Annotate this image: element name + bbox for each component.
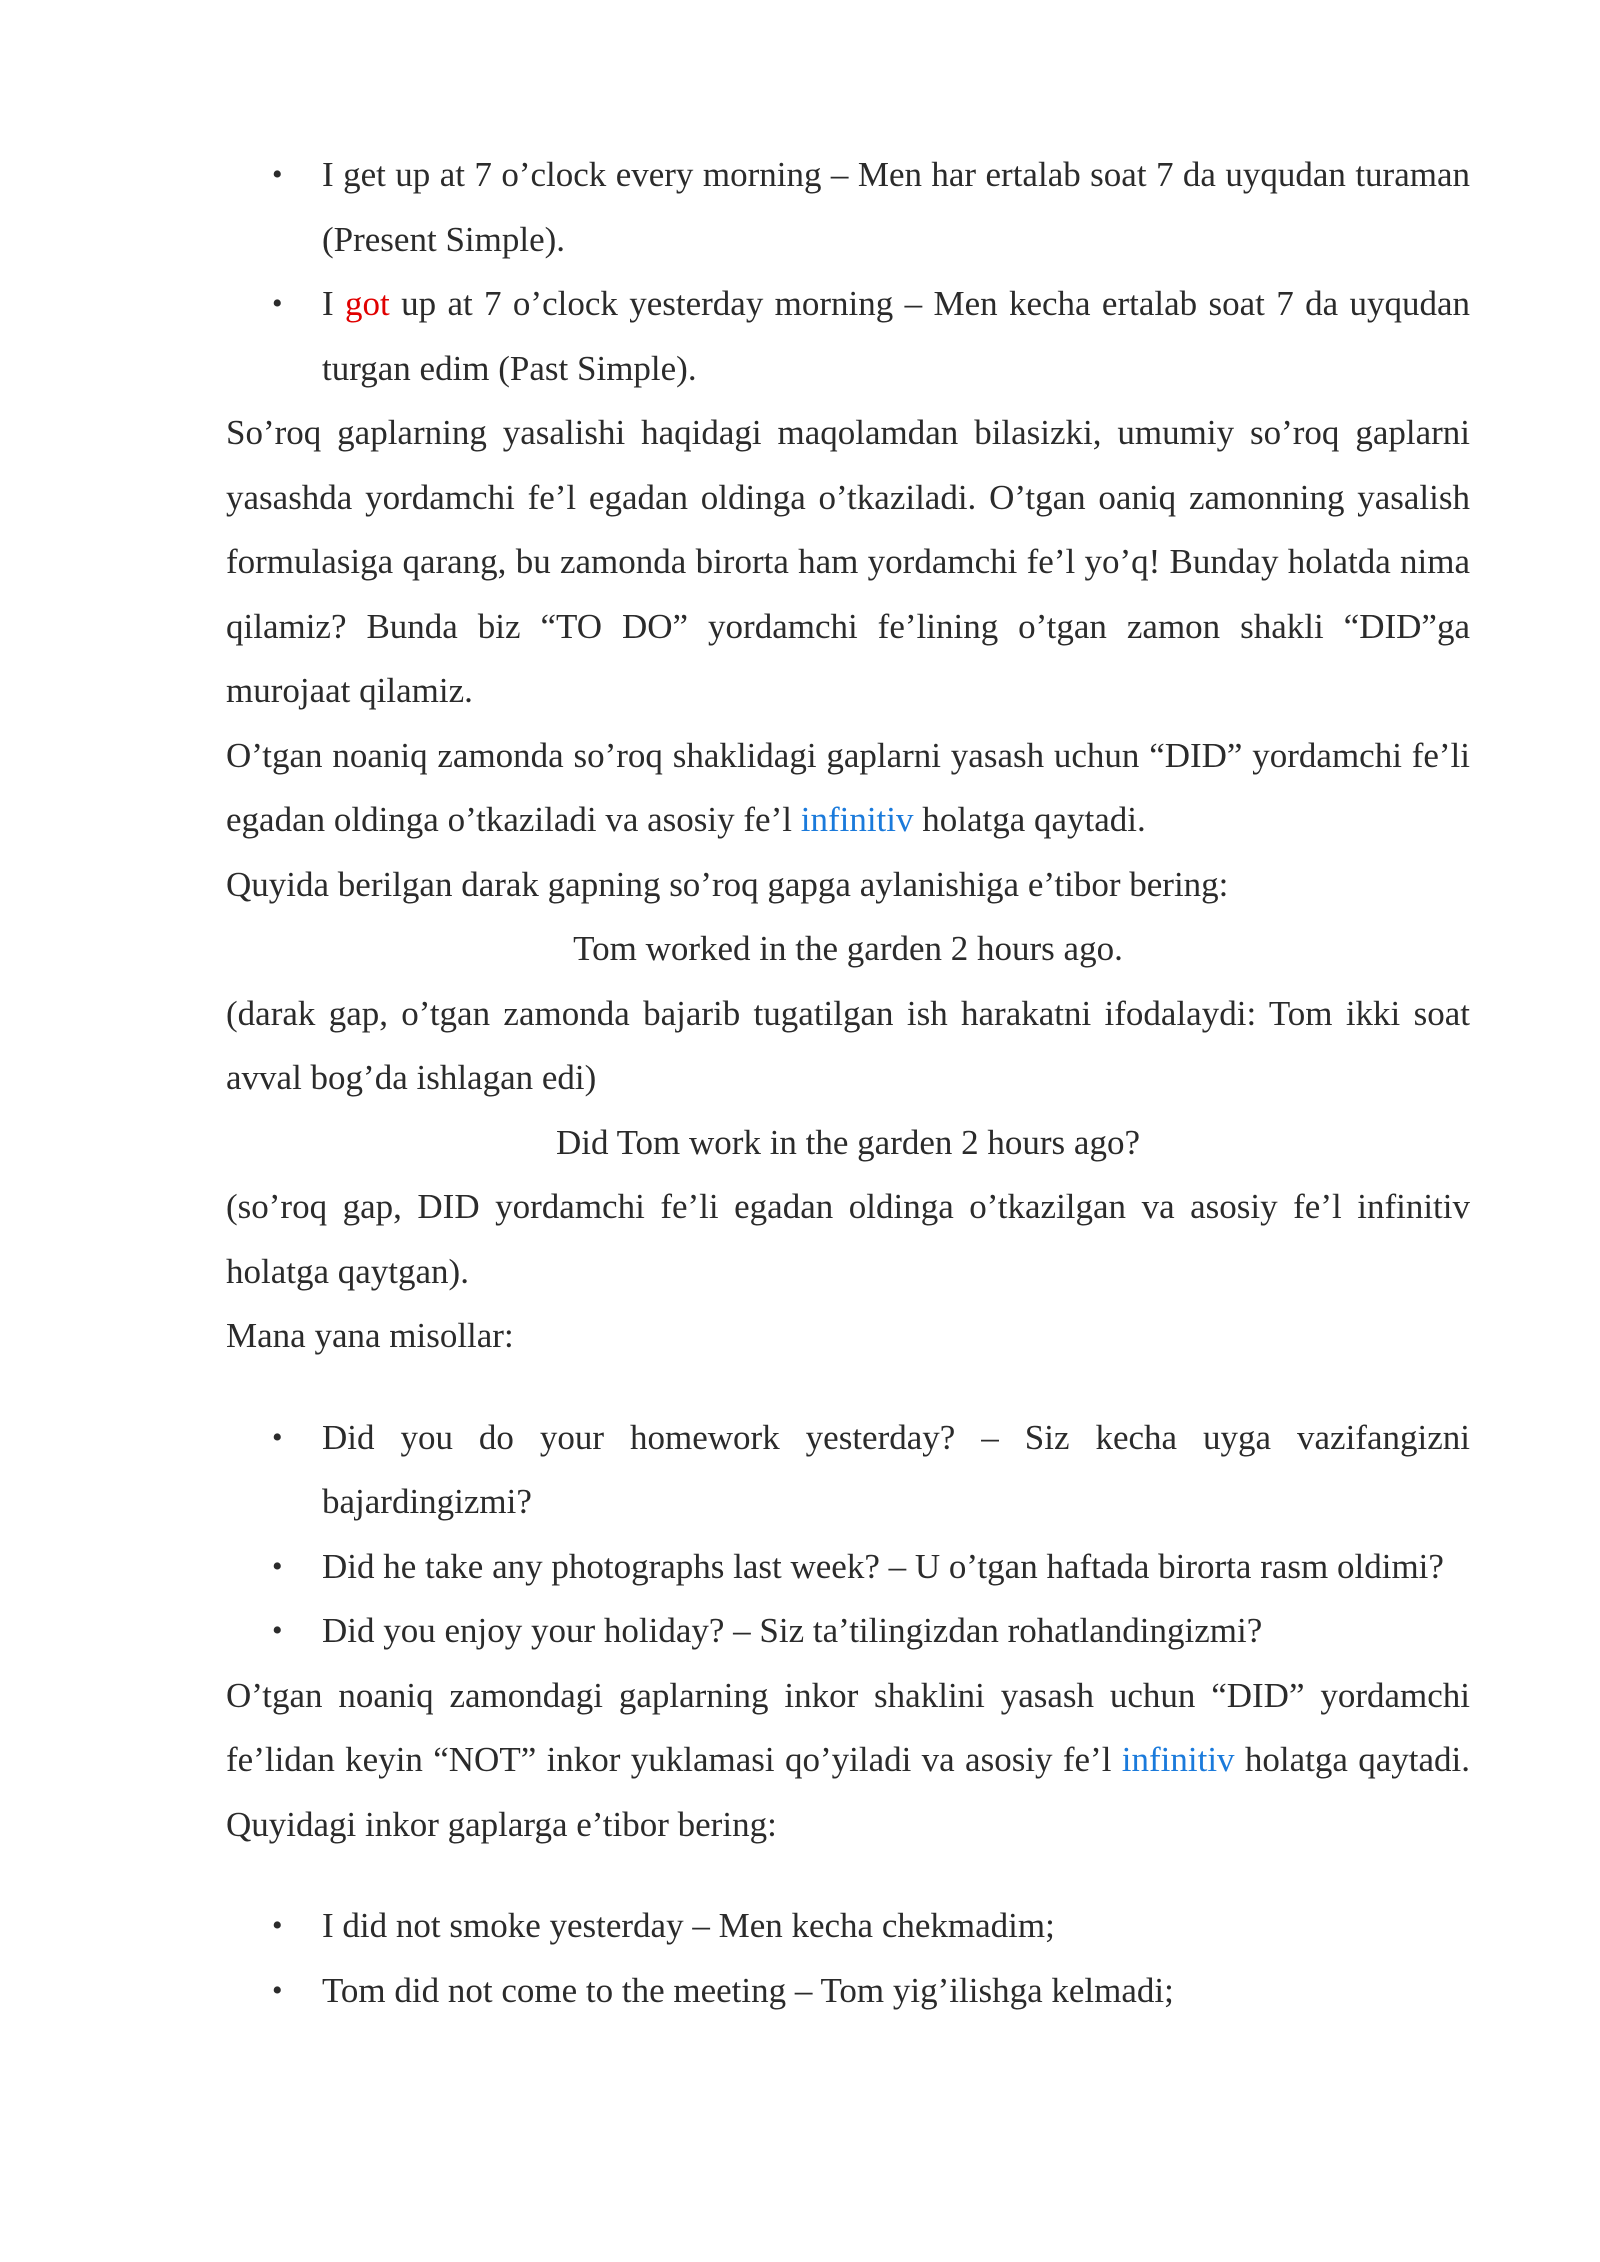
present-past-examples-list bbox=[226, 143, 1470, 401]
list-item bbox=[226, 1894, 1470, 1959]
spacer bbox=[226, 1857, 1470, 1894]
paragraph-text: O’tgan noaniq zamondagi gaplarning inkor shaklini yasash uchun “DID” yordamchi fe’lidan keyin “NOT” inkor yuklamasi qo’yiladi va asosiy fe’l bbox=[226, 1675, 1470, 1779]
list-item-text-pre: I bbox=[322, 284, 346, 323]
negative-formation-paragraph bbox=[226, 1664, 1470, 1858]
list-item bbox=[226, 1959, 1470, 2024]
bullet-icon: • bbox=[272, 1973, 283, 2007]
paragraph-text: O’tgan noaniq zamonda so’roq shaklidagi gaplarni yasash uchun “DID” yordamchi fe’li egadan oldinga o’tkaziladi va asosiy fe’l bbox=[226, 735, 1470, 839]
list-item bbox=[226, 1599, 1470, 1664]
question-examples-list bbox=[226, 1406, 1470, 1664]
infinitiv-link[interactable]: infinitiv bbox=[1121, 1740, 1235, 1779]
list-item-text: Tom did not come to the meeting – Tom yig’ilishga kelmadi; bbox=[322, 1970, 1174, 2010]
bullet-icon: • bbox=[272, 287, 283, 320]
question-formation-paragraph: So’roq gaplarning yasalishi haqidagi maqolamdan bilasizki, umumiy so’roq gaplarni yasashda yordamchi fe’l egadan oldinga o’tkaziladi. O’tgan oaniq zamonning yasalish formulasiga qarang, bu zamonda birorta ham yordamchi fe’l yo’q! Bunday holatda nima qilamiz? Bunda biz “TO DO” yordamchi fe’lining o’tgan zamon shakli “DID”ga murojaat qilamiz. bbox=[226, 413, 1470, 710]
list-item-text: I did not smoke yesterday – Men kecha chekmadim; bbox=[322, 1906, 1055, 1945]
bullet-icon: • bbox=[272, 1909, 283, 1942]
spacer bbox=[226, 1369, 1470, 1406]
list-item bbox=[226, 272, 1470, 401]
highlighted-verb: got bbox=[345, 284, 390, 323]
question-example: Did Tom work in the garden 2 hours ago? bbox=[555, 1122, 1140, 1162]
infinitiv-link[interactable]: infinitiv bbox=[800, 800, 914, 839]
bullet-icon: • bbox=[272, 158, 283, 191]
did-auxiliary-paragraph bbox=[226, 724, 1470, 853]
list-item-text: Did you enjoy your holiday? – Siz ta’tilingizdan rohatlandingizmi? bbox=[322, 1611, 1263, 1650]
more-examples-heading: Mana yana misollar: bbox=[226, 1316, 514, 1355]
negative-examples-list bbox=[226, 1894, 1470, 2023]
bullet-icon: • bbox=[272, 1614, 283, 1647]
list-item-text: Did he take any photographs last week? – U o’tgan haftada birorta rasm oldimi? bbox=[322, 1546, 1444, 1586]
list-item bbox=[226, 1535, 1470, 1600]
transformation-intro: Quyida berilgan darak gapning so’roq gapga aylanishiga e’tibor bering: bbox=[226, 864, 1229, 904]
affirmative-example: Tom worked in the garden 2 hours ago. bbox=[573, 929, 1123, 968]
document-page bbox=[226, 143, 1470, 2023]
bullet-icon: • bbox=[272, 1420, 283, 1454]
list-item bbox=[226, 143, 1470, 272]
list-item-text-post: up at 7 o’clock yesterday morning – Men kecha ertalab soat 7 da uyqudan turgan edim (Past Simple). bbox=[322, 284, 1470, 388]
list-item bbox=[226, 1406, 1470, 1535]
bullet-icon: • bbox=[272, 1549, 283, 1583]
paragraph-text: holatga qaytadi. bbox=[913, 800, 1146, 839]
paragraph-text: holatga qaytadi. Quyidagi inkor gaplarga e’tibor bering: bbox=[226, 1740, 1470, 1844]
question-explanation: (so’roq gap, DID yordamchi fe’li egadan oldinga o’tkazilgan va asosiy fe’l infinitiv holatga qaytgan). bbox=[226, 1187, 1470, 1291]
list-item-text: Did you do your homework yesterday? – Siz kecha uyga vazifangizni bajardingizmi? bbox=[322, 1417, 1470, 1521]
affirmative-explanation: (darak gap, o’tgan zamonda bajarib tugatilgan ish harakatni ifodalaydi: Tom ikki soat avval bog’da ishlagan edi) bbox=[226, 993, 1470, 1097]
list-item-text: I get up at 7 o’clock every morning – Men har ertalab soat 7 da uyqudan turaman (Present Simple). bbox=[322, 155, 1470, 259]
